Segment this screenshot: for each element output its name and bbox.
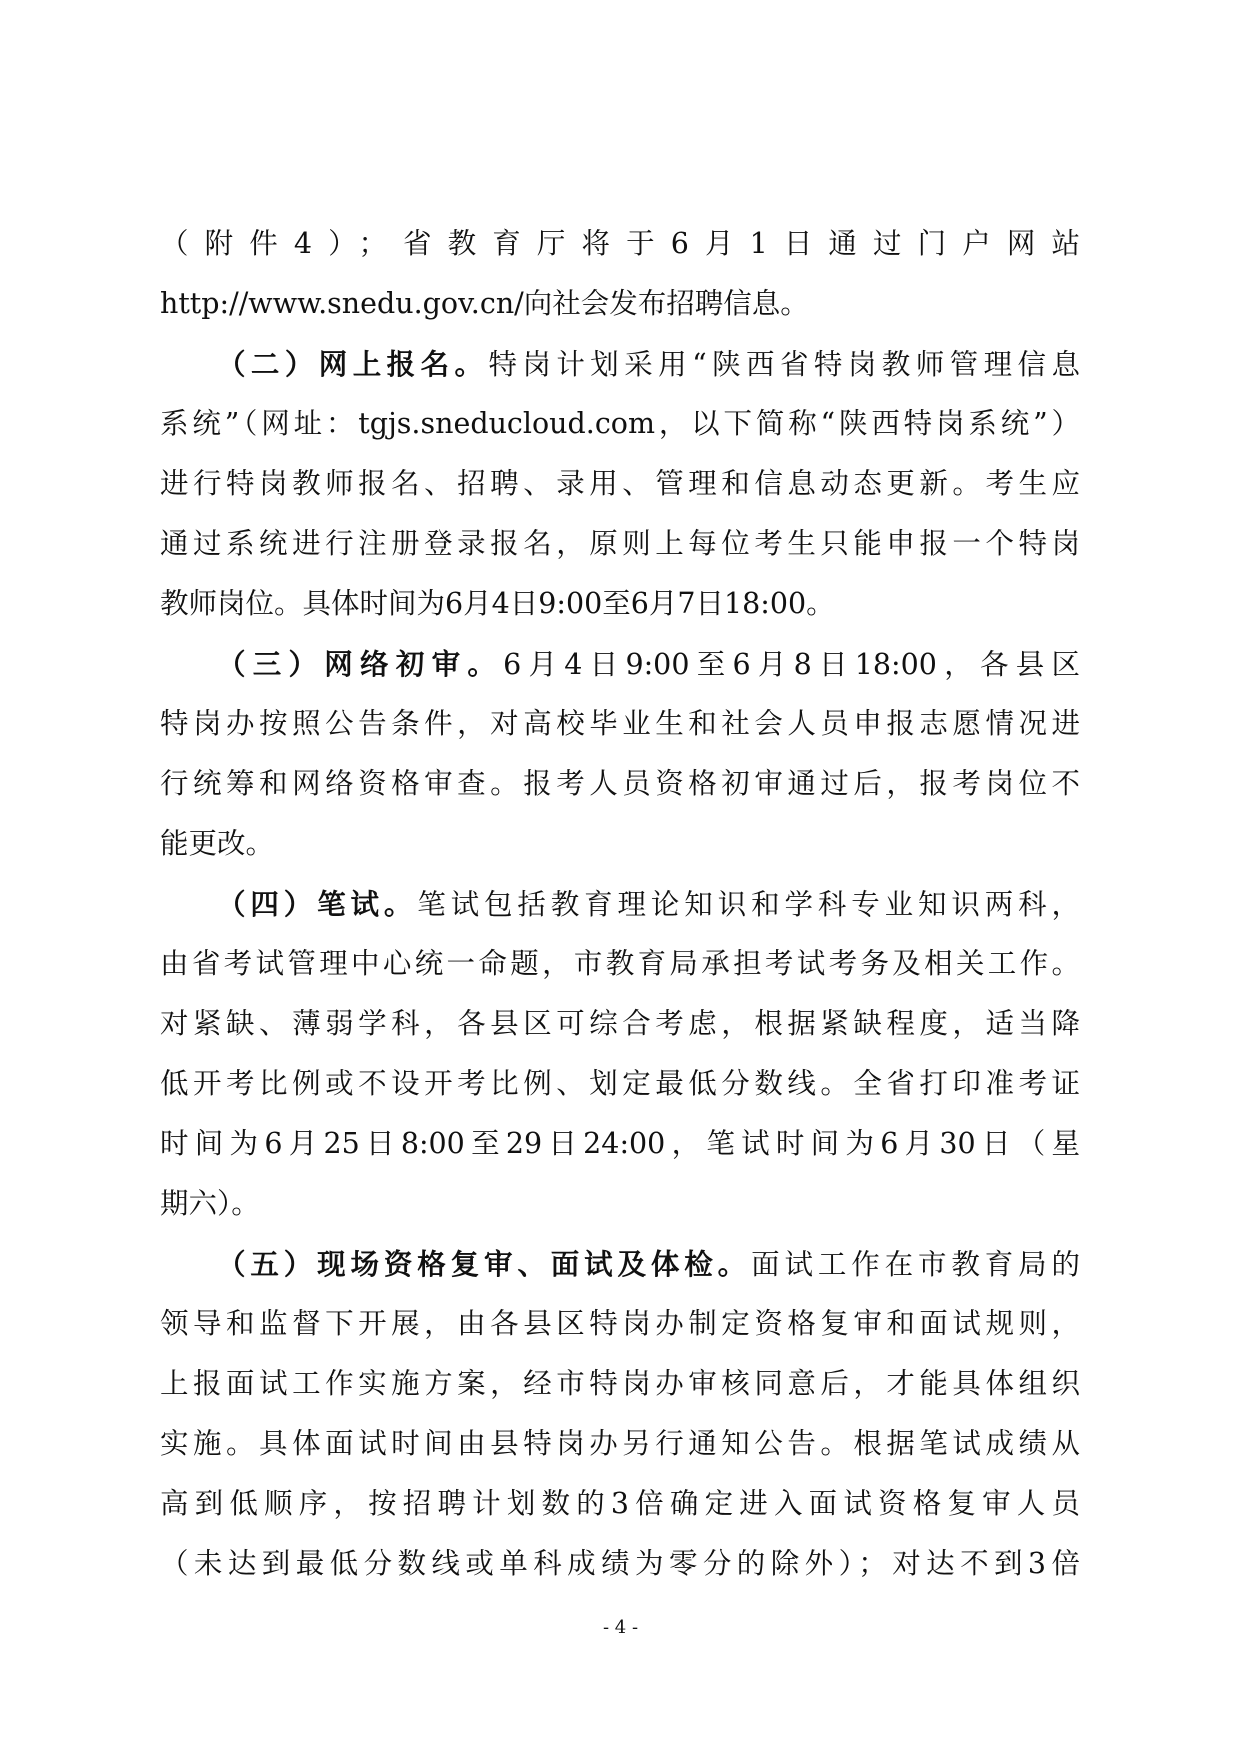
text-line: （附件4）；省教育厅将于6月1日通过门户网站 xyxy=(160,227,1080,260)
text-line: 时间为6月25日8:00至29日24:00，笔试时间为6月30日（星 xyxy=(160,1127,1080,1160)
section-heading: （二）网上报名。 xyxy=(217,347,489,381)
text-line: 行统筹和网络资格审查。报考人员资格初审通过后，报考岗位不 xyxy=(160,767,1080,800)
text-line: 高到低顺序，按招聘计划数的3倍确定进入面试资格复审人员 xyxy=(160,1487,1080,1520)
text-line: （未达到最低分数线或单科成绩为零分的除外）；对达不到3倍 xyxy=(160,1547,1080,1580)
text-line: 领导和监督下开展，由各县区特岗办制定资格复审和面试规则， xyxy=(160,1307,1080,1340)
paragraph-online-review xyxy=(160,634,1080,874)
text-line: 通过系统进行注册登录报名，原则上每位考生只能申报一个特岗 xyxy=(160,527,1080,560)
section-heading: （五）现场资格复审、面试及体检。 xyxy=(217,1247,752,1281)
text-line: 对紧缺、薄弱学科，各县区可综合考虑，根据紧缺程度，适当降 xyxy=(160,1007,1080,1040)
text-line xyxy=(160,334,1080,394)
section-heading: （四）笔试。 xyxy=(217,887,418,921)
paragraph-online-registration xyxy=(160,334,1080,634)
document-body xyxy=(160,214,1080,1594)
text-line: 期六）。 xyxy=(160,1187,260,1220)
text-line xyxy=(160,1234,1080,1294)
text-line xyxy=(160,634,1080,694)
text-line: http://www.snedu.gov.cn/向社会发布招聘信息。 xyxy=(160,287,809,320)
paragraph-intro xyxy=(160,214,1080,334)
paragraph-interview xyxy=(160,1234,1080,1594)
text-line: 低开考比例或不设开考比例、划定最低分数线。全省打印准考证 xyxy=(160,1067,1080,1100)
text-line: 实施。具体面试时间由县特岗办另行通知公告。根据笔试成绩从 xyxy=(160,1427,1080,1460)
text-span: 笔试包括教育理论知识和学科专业知识两科， xyxy=(417,888,1080,921)
text-line: 进行特岗教师报名、招聘、录用、管理和信息动态更新。考生应 xyxy=(160,467,1080,500)
text-line: 由省考试管理中心统一命题，市教育局承担考试考务及相关工作。 xyxy=(160,947,1080,980)
paragraph-written-exam xyxy=(160,874,1080,1234)
text-span: 6月4日9:00至6月8日18:00，各县区 xyxy=(503,648,1080,681)
section-heading: （三）网络初审。 xyxy=(217,647,504,681)
text-span: 特岗计划采用“陕西省特岗教师管理信息 xyxy=(488,348,1080,381)
text-span: 面试工作在市教育局的 xyxy=(751,1248,1080,1281)
text-line: 能更改。 xyxy=(160,827,275,860)
text-line: 教师岗位。具体时间为6月4日9:00至6月7日18:00。 xyxy=(160,587,835,620)
text-line: 特岗办按照公告条件，对高校毕业生和社会人员申报志愿情况进 xyxy=(160,707,1080,740)
page-number: - 4 - xyxy=(602,1617,639,1638)
text-line: 上报面试工作实施方案，经市特岗办审核同意后，才能具体组织 xyxy=(160,1367,1080,1400)
text-line xyxy=(160,874,1080,934)
text-line: 系统”（网址：tgjs.sneducloud.com，以下简称“陕西特岗系统”） xyxy=(160,407,1080,440)
